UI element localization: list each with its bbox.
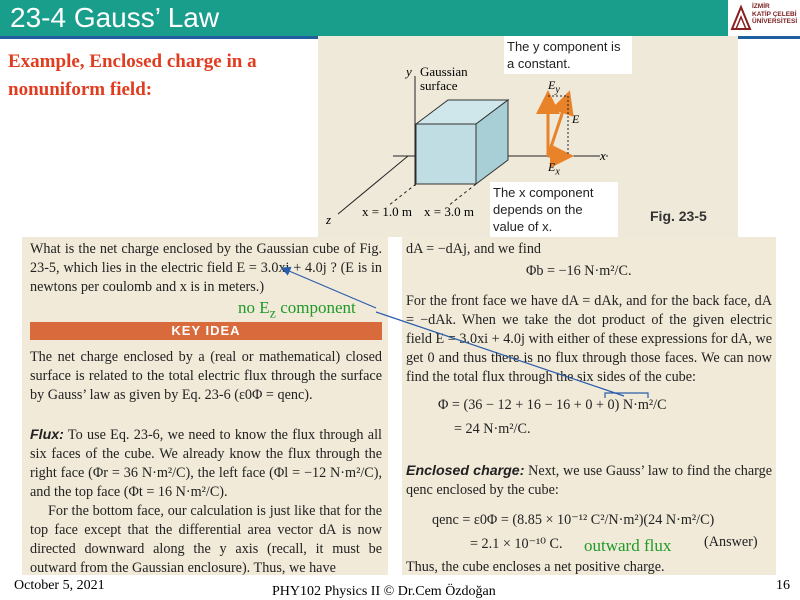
figure-number-label: Fig. 23-5: [650, 208, 707, 224]
question-field: E = 3.0xi + 4.0j ?: [236, 260, 337, 276]
x-axis-label: x: [600, 148, 606, 163]
total-flux-line2: = 24 N·m²/C.: [454, 421, 531, 437]
no-ez-sub: z: [269, 305, 276, 322]
ex-sub: x: [555, 166, 560, 178]
no-ez-text: no E: [238, 298, 270, 317]
z-axis-label: z: [326, 212, 332, 227]
flux-heading: Flux:: [30, 427, 64, 443]
logo-line-3: ÜNİVERSİTESİ: [752, 18, 798, 25]
flux-text: To use Eq. 23-6, we need to know the flux through all six faces of the cube. We already know the flux through the right face (Φr = 36 N·m²/C), the left face (Φl = −12 N·m²/C), and the top face (Φt = 16 N·m²/C).: [30, 427, 382, 500]
arrow-to-zero-terms: [376, 312, 624, 396]
q-enc-line1: qenc = ε0Φ = (8.85 × 10⁻¹² C²/N·m²)(24 N·m²/C): [432, 512, 715, 528]
enclosed-charge-text: Next, we use Gauss’ law to find the charge qenc enclosed by the cube:: [406, 463, 773, 498]
key-idea-bar: KEY IDEA: [30, 322, 382, 340]
x1-label: x = 1.0 m: [362, 204, 412, 219]
conclusion-text: Thus, the cube encloses a net positive charge.: [406, 559, 665, 575]
ey-letter: E: [548, 78, 556, 92]
e-vector-label: E: [572, 112, 580, 126]
total-flux-line1: Φ = (36 − 12 + 16 − 16 + 0 + 0) N·m²/C: [438, 397, 667, 413]
logo-line-1: İZMİR: [752, 3, 770, 10]
key-idea-text: The net charge enclosed by a (real or mathematical) closed surface is related to the total electric flux through the surface by Gauss’ law as given by Eq. 23-6 (ε0Φ = qenc).: [30, 349, 382, 403]
example-title: Example, Enclosed charge in a nonuniform field:: [8, 51, 257, 100]
gaussian-surface-label: Gaussian surface: [420, 64, 468, 93]
question-text: What is the net charge enclosed by the Gaussian cube of Fig. 23-5, which lies in the electric field: [30, 241, 382, 276]
y-component-note: The y component is a constant.: [504, 36, 632, 74]
ex-letter: E: [548, 160, 556, 174]
logo-line-2: KATİP ÇELEBİ: [752, 10, 797, 18]
answer-label: (Answer): [704, 534, 758, 550]
arrow-to-field: [282, 268, 376, 308]
no-ez-tail: component: [275, 298, 356, 317]
zero-terms-bracket: [605, 393, 648, 398]
page-number: 16: [776, 578, 790, 593]
front-back-paragraph: For the front face we have dA = dAk, and for the back face, dA = −dAk. When we take the dot product of the given electric field E = 3.0xi + 4.0j with either of these expressions for dA, we get 0 and thus there is no flux through those faces. We can now find the total flux through the six sides of the cube:: [406, 293, 772, 385]
q-enc-line2: = 2.1 × 10⁻¹⁰ C.: [470, 536, 563, 552]
bottom-face-continued: dA = −dAj, and we find: [406, 241, 542, 257]
x2-label: x = 3.0 m: [424, 204, 474, 219]
x-component-note: The x component depends on the value of x.: [490, 182, 618, 237]
question-units: (E is in newtons per coulomb and x is in meters.): [30, 260, 383, 295]
bottom-face-paragraph: For the bottom face, our calculation is just like that for the top face except that the differential area vector dA is now directed downward along the y axis (recall, it must be outward from the Gaussian enclosure). Thus, we have: [30, 503, 382, 576]
footer-date: October 5, 2021: [14, 578, 105, 593]
footer-course: PHY102 Physics II © Dr.Cem Özdoğan: [272, 584, 496, 599]
outward-flux-annotation: outward flux: [584, 536, 672, 555]
y-axis-label: y: [406, 64, 412, 79]
ey-sub: y: [555, 84, 560, 96]
slide-title: 23-4 Gauss’ Law: [10, 2, 220, 33]
phi-b-equation: Φb = −16 N·m²/C.: [526, 263, 632, 279]
enclosed-charge-heading: Enclosed charge:: [406, 463, 525, 479]
